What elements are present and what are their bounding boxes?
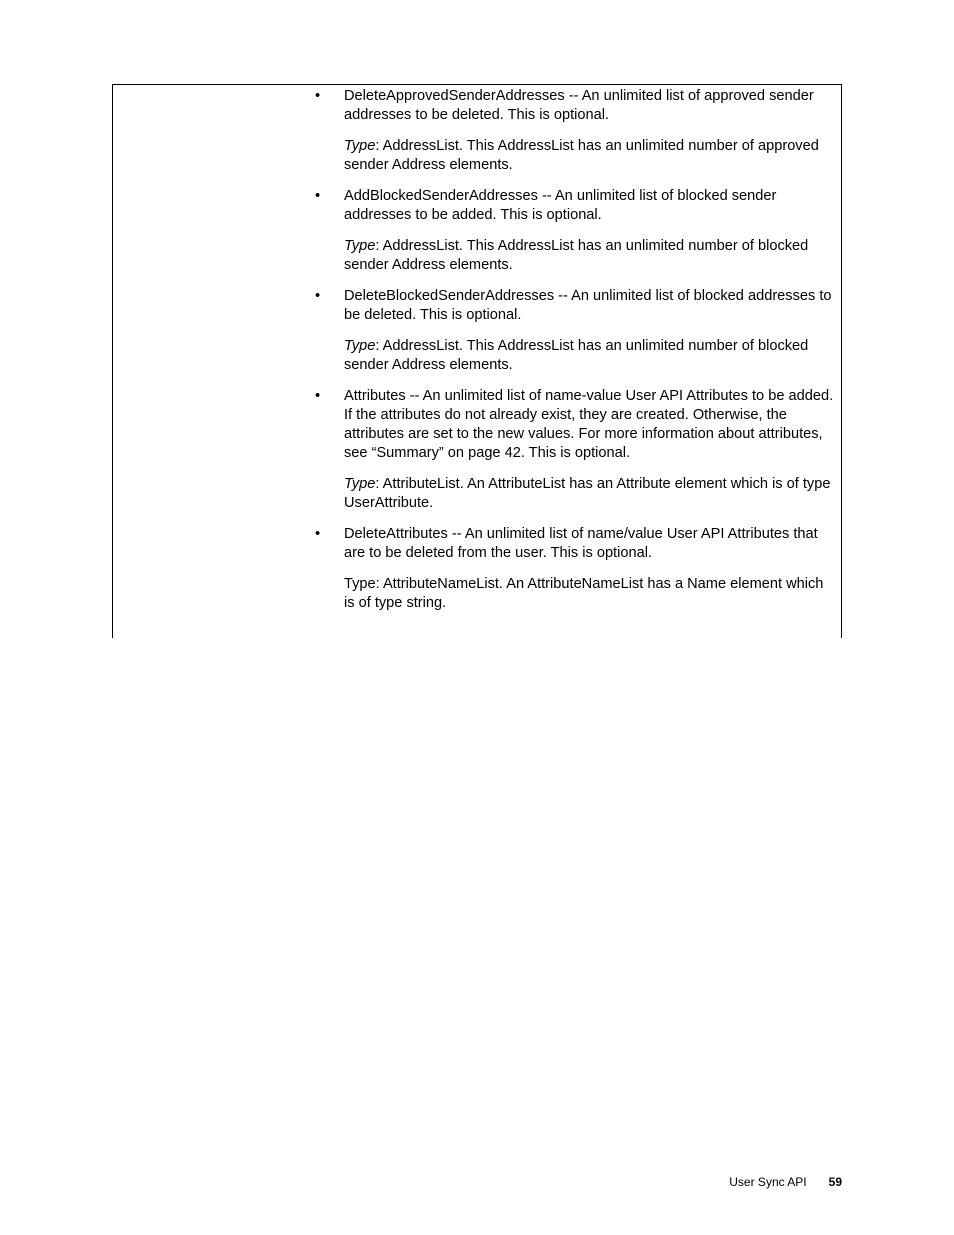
page-number: 59 xyxy=(828,1175,842,1189)
list-item xyxy=(315,287,835,325)
type-label: Type xyxy=(344,338,376,354)
type-description xyxy=(315,137,835,175)
list-item xyxy=(315,525,835,563)
page-footer xyxy=(729,1174,842,1190)
type-text: : AddressList. This AddressList has an unlimited number of approved sender Address elements. xyxy=(344,138,819,173)
bullet: • xyxy=(315,188,321,204)
bullet: • xyxy=(315,526,321,542)
bullet: • xyxy=(315,288,321,304)
item-text: DeleteApprovedSenderAddresses -- An unlimited list of approved sender addresses to be deleted. This is optional. xyxy=(344,88,814,123)
item-text: DeleteBlockedSenderAddresses -- An unlimited list of blocked addresses to be deleted. This is optional. xyxy=(344,288,832,323)
type-description xyxy=(315,237,835,275)
type-text: Type: AttributeNameList. An AttributeNameList has a Name element which is of type string. xyxy=(344,576,824,611)
footer-section-title: User Sync API xyxy=(729,1175,807,1189)
bullet: • xyxy=(315,388,321,404)
type-label: Type xyxy=(344,476,376,492)
item-text: DeleteAttributes -- An unlimited list of name/value User API Attributes that are to be deleted from the user. This is optional. xyxy=(344,526,818,561)
type-text: : AddressList. This AddressList has an unlimited number of blocked sender Address elements. xyxy=(344,338,809,373)
type-label: Type xyxy=(344,238,376,254)
type-description xyxy=(315,475,835,513)
type-label: Type xyxy=(344,138,376,154)
list-item xyxy=(315,87,835,125)
list-item xyxy=(315,187,835,225)
bullet: • xyxy=(315,88,321,104)
list-item xyxy=(315,387,835,463)
type-description xyxy=(315,337,835,375)
table-cell-description xyxy=(315,87,835,625)
type-text: : AddressList. This AddressList has an unlimited number of blocked sender Address elements. xyxy=(344,238,809,273)
item-text: AddBlockedSenderAddresses -- An unlimited list of blocked sender addresses to be added. This is optional. xyxy=(344,188,777,223)
item-text: Attributes -- An unlimited list of name-value User API Attributes to be added. If the attributes do not already exist, they are created. Otherwise, the attributes are set to the new values. For more information about attributes, see “Summary” on page 42. This is optional. xyxy=(344,388,834,461)
type-text: : AttributeList. An AttributeList has an Attribute element which is of type UserAttribute. xyxy=(344,476,831,511)
type-description xyxy=(315,575,835,613)
